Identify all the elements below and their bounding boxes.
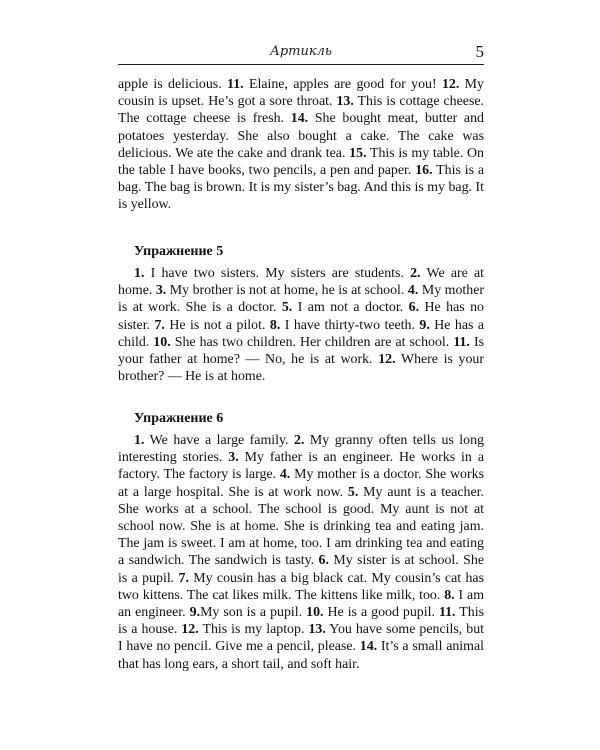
sentence-text: He is a good pupil. — [323, 605, 439, 621]
exercise-5-heading: Упражнение 5 — [134, 244, 224, 259]
continuation-paragraph — [118, 76, 484, 214]
item-number: 11. — [227, 77, 244, 92]
sentence-text: I have two sisters. My sisters are students. — [144, 266, 411, 281]
sentence-text: We have a large family. — [144, 433, 295, 448]
sentence-text: My mother is a doctor. She works at a large hospital. She is at work now. — [118, 467, 484, 500]
sentence-text: He has a child. — [118, 317, 485, 350]
item-number: 7. — [154, 317, 165, 333]
item-number: 3. — [155, 283, 167, 299]
item-number: 12. — [441, 77, 460, 92]
sentence-text: Is your father at home? — No, he is at work. — [118, 334, 484, 368]
item-number: 4. — [407, 283, 419, 299]
item-number: 11. — [438, 605, 456, 621]
item-number: 10. — [306, 605, 324, 621]
paragraph — [118, 76, 484, 214]
sentence-text: This is my table. On the table I have books, two pencils, a pen and paper. — [118, 145, 484, 179]
sentence-text: We are at home. — [118, 266, 485, 299]
page-number: 5 — [475, 42, 484, 61]
item-number: 15. — [349, 145, 367, 161]
sentence-text: This is a house. — [118, 605, 484, 638]
sentence-text: My cousin is upset. He’s got a sore throat. — [118, 77, 484, 110]
item-number: 6. — [408, 300, 420, 316]
item-number: 8. — [269, 317, 281, 333]
sentence-text: You have some pencils, but I have no pencil. Give me a pencil, please. — [118, 622, 484, 655]
item-number: 5. — [347, 484, 359, 500]
item-number: 12. — [181, 622, 199, 638]
sentence-text: I am not a doctor. — [292, 300, 409, 316]
running-header — [118, 42, 484, 65]
sentence-text: My mother is at work. She is a doctor. — [118, 283, 485, 316]
sentence-text: He is not a pilot. — [164, 317, 270, 333]
sentence-text: My aunt is a teacher. She works at a school. The school is good. My aunt is not at school now. She is at home. She is drinking tea and eating jam. The jam is sweet. I am at home, too. I am drinking tea and eating a sandwich. The sandwich is tasty. — [118, 484, 484, 569]
running-title: Артикль — [270, 44, 332, 59]
item-number: 13. — [336, 94, 354, 110]
sentence-text: My brother is not at home, he is at school. — [166, 283, 408, 299]
sentence-text: Where is your brother? — He is at home. — [118, 352, 485, 385]
item-number: 9. — [189, 605, 201, 621]
sentence-text: My sister is at school. She is a pupil. — [118, 553, 484, 586]
sentence-text: apple is delicious. — [118, 77, 228, 92]
item-number: 9. — [419, 317, 430, 333]
sentence-text: My son is a pupil. — [200, 605, 307, 621]
sentence-text: He has no sister. — [118, 300, 484, 333]
item-number: 3. — [228, 450, 239, 466]
sentence-text: This is a bag. The bag is brown. It is my sister’s bag. And this is my bag. It is yellow. — [118, 163, 484, 213]
item-number: 13. — [308, 622, 326, 638]
sentence-text: My granny often tells us long interesting stories. — [118, 433, 484, 466]
sentence-text: My father is an engineer. He works in a factory. The factory is large. — [118, 450, 484, 483]
sentence-text: She bought meat, butter and potatoes yesterday. She also bought a cake. The cake was delicious. We ate the cake and drank tea. — [118, 111, 484, 161]
item-number: 2. — [294, 433, 305, 448]
paragraph — [118, 432, 484, 673]
exercise-6-heading: Упражнение 6 — [134, 411, 224, 426]
item-number: 2. — [410, 266, 421, 281]
exercise-6-body — [118, 432, 484, 673]
exercise-5-body — [118, 265, 484, 385]
item-number: 6. — [318, 553, 329, 569]
item-number: 8. — [444, 587, 455, 603]
item-number: 4. — [279, 467, 291, 483]
item-number: 1. — [134, 266, 145, 281]
sentence-text: My cousin has a big black cat. My cousin’s cat has two kittens. The cat likes milk. The kittens like milk, too. — [118, 570, 484, 603]
sentence-text: This is cottage cheese. The cottage cheese is fresh. — [118, 94, 484, 127]
paragraph — [118, 265, 484, 385]
sentence-text: Elaine, apples are good for you! — [243, 77, 442, 92]
item-number: 14. — [290, 111, 309, 127]
item-number: 10. — [153, 334, 171, 350]
item-number: 11. — [453, 334, 470, 350]
item-number: 7. — [178, 570, 189, 586]
item-number: 5. — [281, 300, 293, 316]
sentence-text: I am an engineer. — [118, 587, 484, 621]
sentence-text: She has two children. Her children are at school. — [170, 334, 454, 350]
item-number: 16. — [415, 163, 433, 179]
item-number: 14. — [359, 639, 378, 655]
sentence-text: This is my laptop. — [198, 622, 309, 638]
item-number: 1. — [134, 433, 145, 448]
item-number: 12. — [378, 352, 396, 368]
sentence-text: It’s a small animal that has long ears, a short tail, and soft hair. — [118, 639, 484, 672]
sentence-text: I have thirty-two teeth. — [280, 317, 420, 333]
